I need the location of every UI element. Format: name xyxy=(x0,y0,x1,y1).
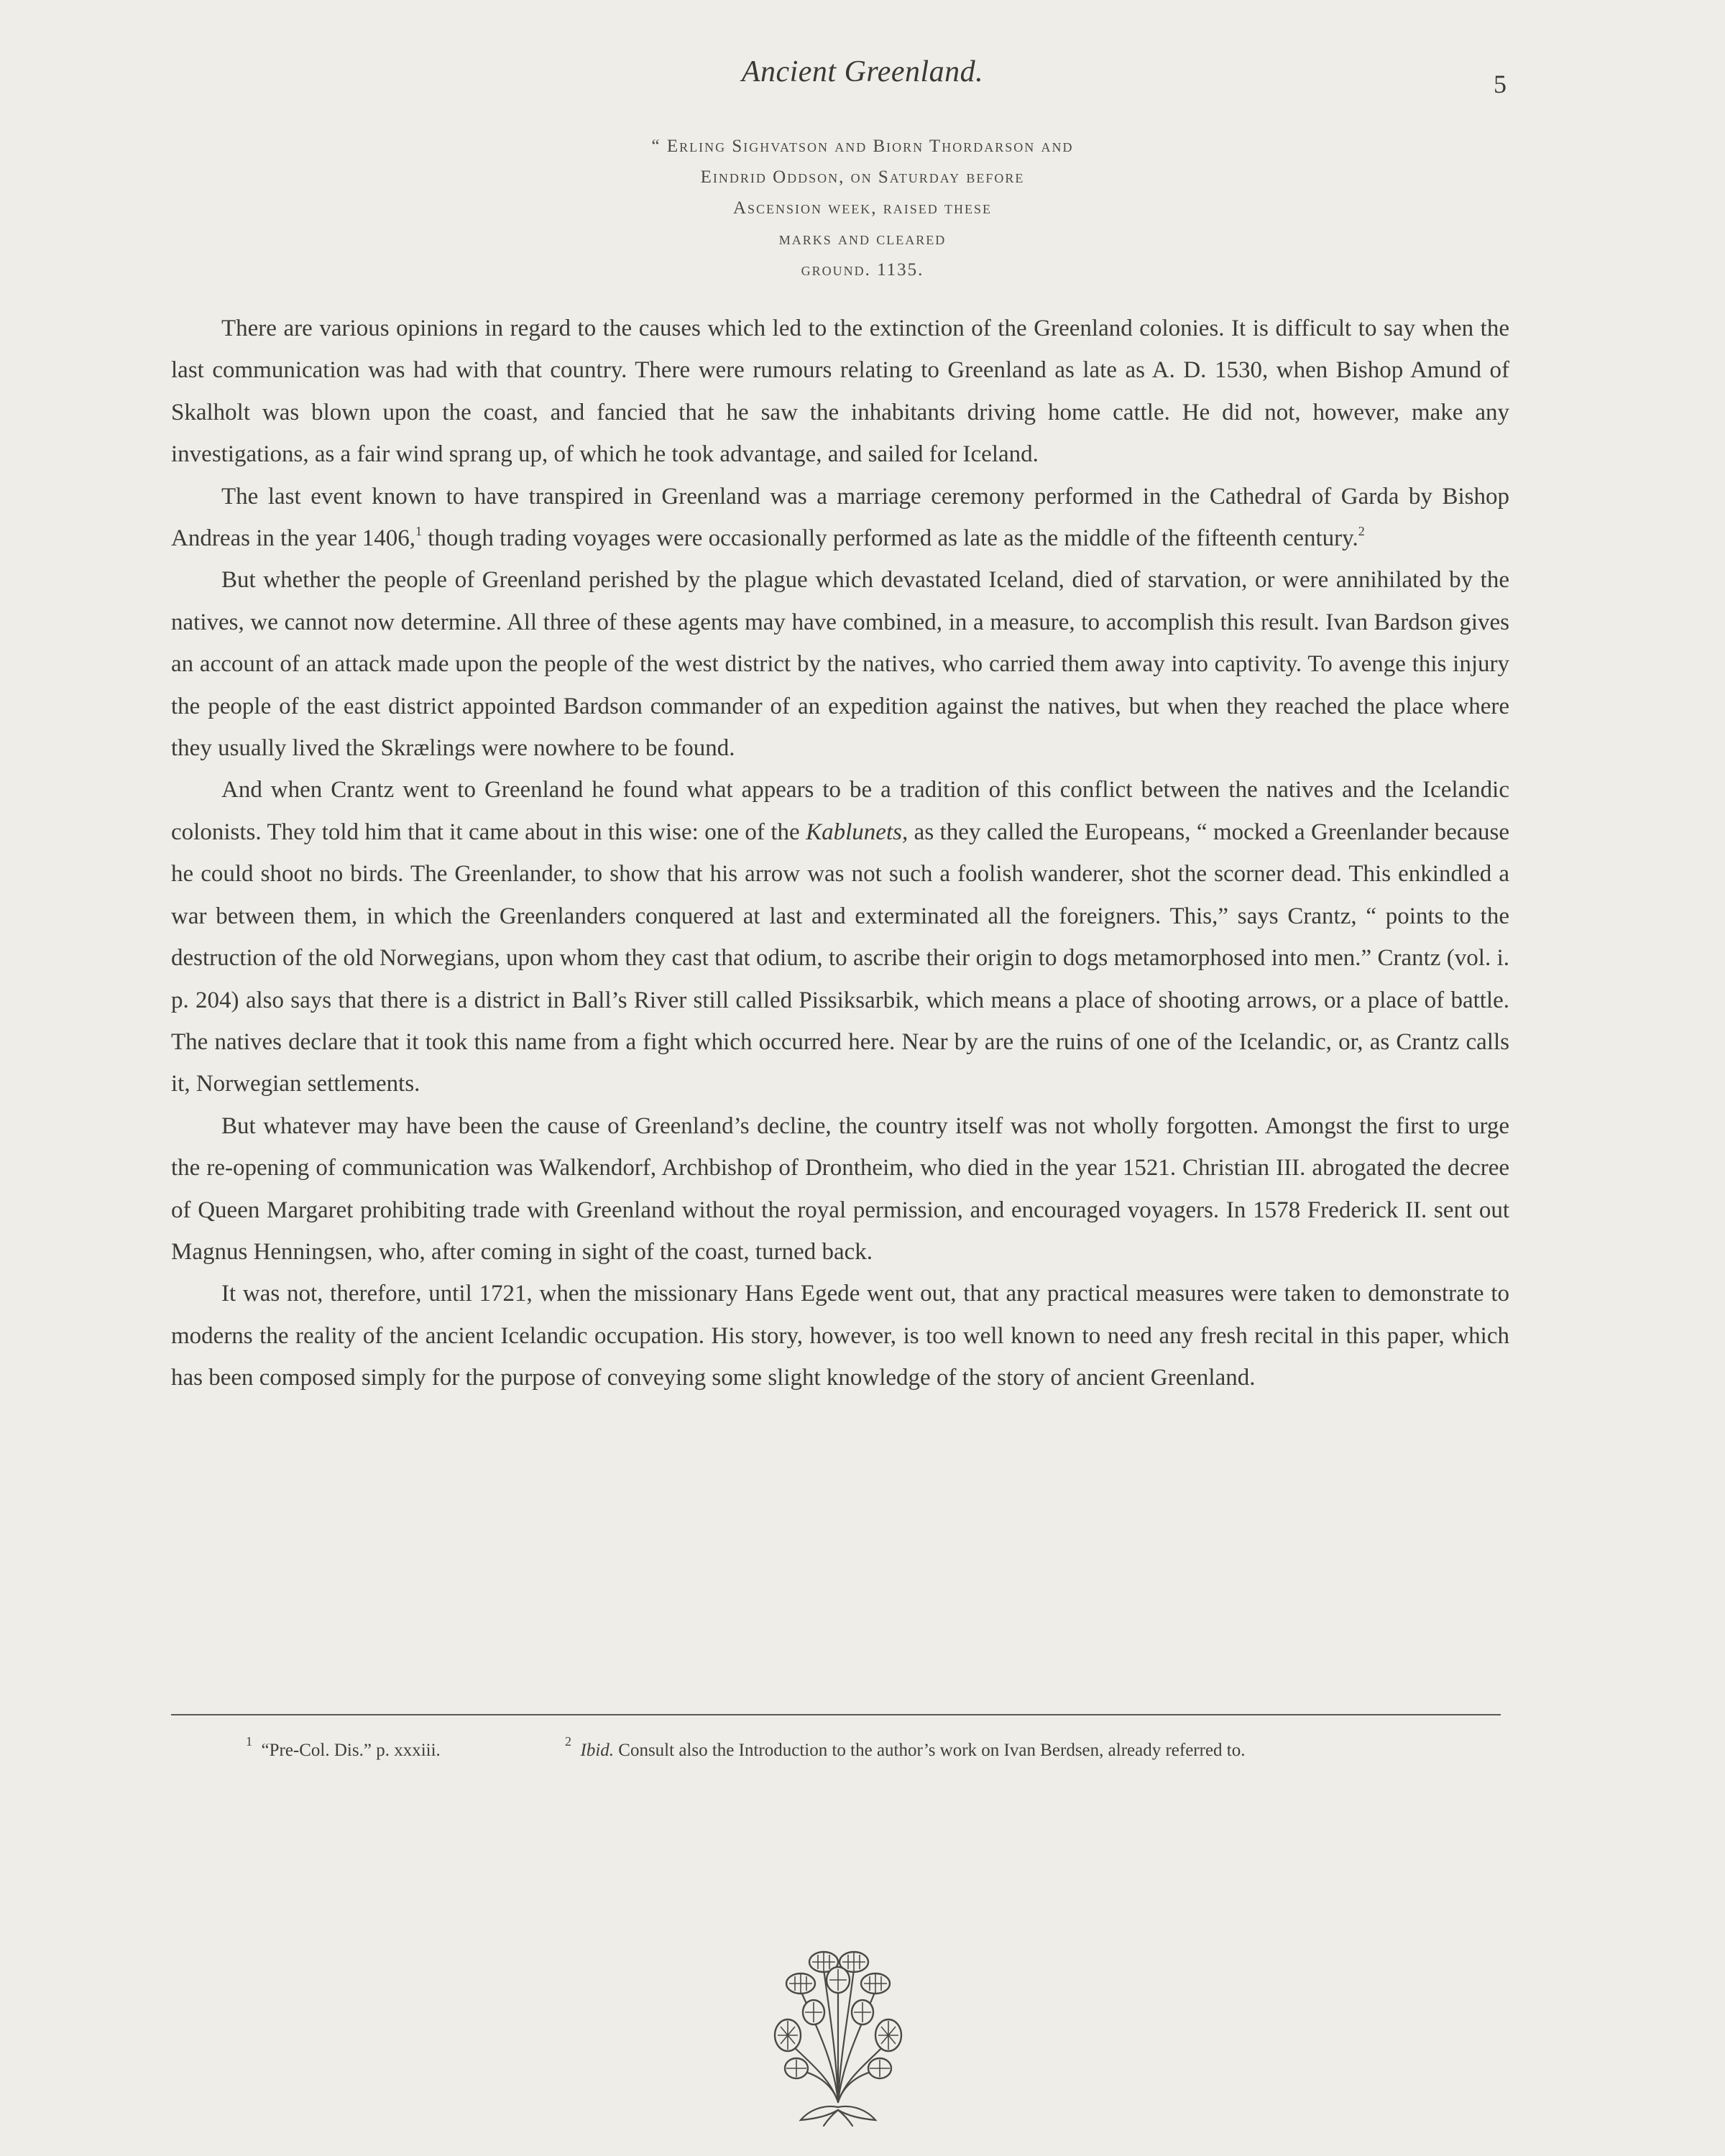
paragraph-3: But whether the people of Greenland perished by the plague which devastated Iceland, died of starvation, or were annihilated by the natives, we cannot now determine. All three of these agents may have combined, in a measure, to accomplish this result. Ivan Bardson gives an account of an attack made upon the people of the west district by the natives, who carried them away into captivity. To avenge this injury the people of the east district appointed Bardson commander of an expedition against the natives, but when they reached the place where they usually lived the Skrælings were nowhere to be found. xyxy=(171,567,1509,762)
running-title: Ancient Greenland. xyxy=(741,55,984,88)
paragraph-1: There are various opinions in regard to the causes which led to the extinction of the Greenland colonies. It is difficult to say when the last communication was had with that country. There were rumours relating to Greenland as late as A. D. 1530, when Bishop Amund of Skalholt was blown upon the coast, and fancied that he saw the inhabitants driving home cattle. He did not, however, make any investigations, as a fair wind sprang up, of which he took advantage, and sailed for Iceland. xyxy=(171,315,1509,468)
paragraph-4 xyxy=(171,769,1509,1105)
paragraph-2 xyxy=(171,476,1509,560)
inscription-line: Ascension week, raised these xyxy=(732,198,993,218)
footnote-2 xyxy=(565,1734,1246,1761)
footnote-2-mark: 2 xyxy=(565,1734,571,1749)
footnote-ref-1: 1 xyxy=(415,524,422,539)
footnote-divider xyxy=(171,1714,1501,1715)
inscription-line: marks and cleared xyxy=(778,229,947,249)
footnote-ref-2: 2 xyxy=(1358,524,1365,539)
inscription-line: ground. 1135. xyxy=(801,260,924,280)
paragraph-5: But whatever may have been the cause of Greenland’s decline, the country itself was not wholly forgotten. Amongst the first to urge the re-opening of communication was Walkendorf, Archbishop of Drontheim, who died in the year 1521. Christian III. abrogated the decree of Queen Margaret prohibiting trade with Greenland without the royal permission, and encouraged voyagers. In 1578 Frederick II. sent out Magnus Henningsen, who, after coming in sight of the coast, turned back. xyxy=(171,1112,1509,1265)
paragraph-4-text-b: as they called the Europeans, “ mocked a Greenlander because he could shoot no birds. The Greenlander, to show that his arrow was not such a foolish wanderer, shot the scorner dead. This enkindled a war between them, in which the Greenlanders conquered at last and exterminated all the foreigners. This,” says Crantz, “ points to the destruction of the old Norwegians, upon whom they cast that odium, to ascribe their origin to dogs metamorphosed into men.” Crantz (vol. i. p. 204) also says that there is a district in Ball’s River still called Pissiksarbik, which means a place of shooting arrows, or a place of battle. The natives declare that it took this name from a fight which occurred here. Near by are the ruins of one of the Icelandic, or, as Crantz calls it, Norwegian settlements. xyxy=(171,819,1510,1097)
footnote-2-ibid: Ibid. xyxy=(580,1741,615,1760)
footnote-1-text: “Pre-Col. Dis.” p. xxxiii. xyxy=(261,1741,441,1760)
paragraph-4-emphasis: Kablunets, xyxy=(806,819,908,845)
paragraph-6: It was not, therefore, until 1721, when the missionary Hans Egede went out, that any practical measures were taken to demonstrate to moderns the reality of the ancient Icelandic occupation. His story, however, is too well known to need any fresh recital in this paper, which has been composed simply for the purpose of conveying some slight knowledge of the story of ancient Greenland. xyxy=(171,1281,1509,1391)
footnote-1 xyxy=(246,1734,441,1761)
paragraph-4-text-a: And when Crantz went to Greenland he found what appears to be a tradition of this conflict between the natives and the Icelandic colonists. They told him that it came about in this wise: one of the xyxy=(171,777,1509,845)
body-text xyxy=(171,308,1509,1399)
footnote-1-mark: 1 xyxy=(246,1734,252,1749)
flower-bouquet-ornament-icon xyxy=(766,1940,910,2127)
page-number: 5 xyxy=(1494,70,1506,98)
inscription-line: Eindrid Oddson, on Saturday before xyxy=(700,167,1025,187)
inscription-block xyxy=(0,131,1725,285)
paragraph-2-text-a: The last event known to have transpired in Greenland was a marriage ceremony performed in the Cathedral of Garda by Bishop Andreas in the year 1406, xyxy=(171,483,1509,552)
paragraph-2-text-b: though trading voyages were occasionally performed as late as the middle of the fifteenth century. xyxy=(421,525,1358,552)
footnote-2-text: Consult also the Introduction to the author’s work on Ivan Berdsen, already referred to. xyxy=(614,1741,1246,1760)
inscription-line: “ Erling Sighvatson and Biorn Thordarson and xyxy=(651,137,1074,156)
